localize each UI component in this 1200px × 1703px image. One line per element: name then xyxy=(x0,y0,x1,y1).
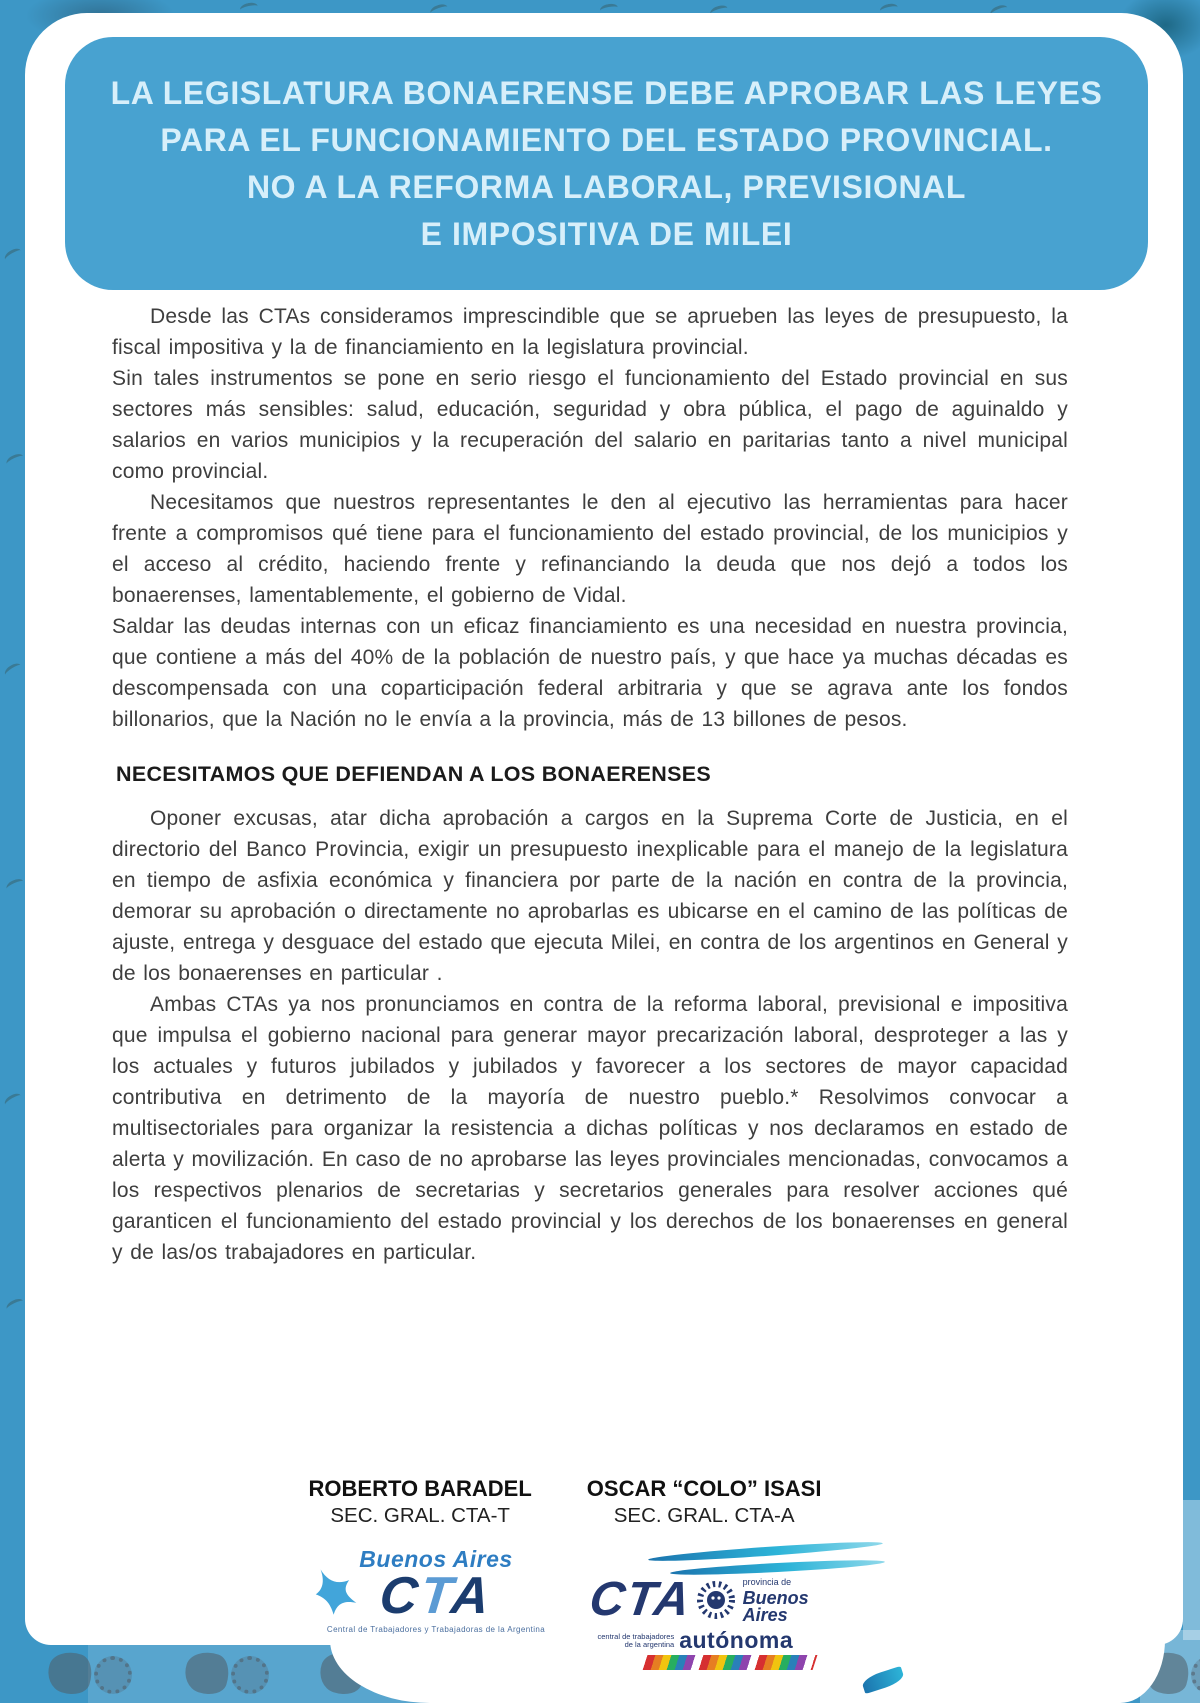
logo-tagline: Central de Trabajadores y Trabajadoras de la Argentina xyxy=(326,1625,546,1634)
province-label: provincia de Buenos Aires xyxy=(742,1577,809,1625)
wiphala-band-icon xyxy=(642,1655,817,1670)
document-page xyxy=(25,13,1183,1653)
title-line: NO A LA REFORMA LABORAL, PREVISIONAL xyxy=(246,168,967,205)
bird-mark-icon xyxy=(3,1091,24,1109)
paragraph: Necesitamos que nuestros representantes le den al ejecutivo las herramientas para hacer frente a compromisos qué tiene para el funcionamiento del estado provincial, de los municipios y el acceso al crédito, haciendo frente y refinanciando la deuda que nos dejó a todos los bonaerenses, lamentablemente, el gobierno de Vidal. xyxy=(112,491,1068,607)
logos-row xyxy=(25,1541,1183,1681)
logo-acronym: CTA xyxy=(585,1572,695,1626)
bird-mark-icon xyxy=(5,452,26,469)
signer-name: ROBERTO BARADEL xyxy=(308,1476,532,1501)
paragraph: Desde las CTAs consideramos imprescindible que se aprueben las leyes de presupuesto, la fiscal impositiva y la de financiamiento en la legislatura provincial. xyxy=(112,305,1068,359)
bird-mark-icon xyxy=(5,877,26,893)
signature-block xyxy=(309,1475,532,1529)
paragraph: Sin tales instrumentos se pone en serio riesgo el funcionamiento del Estado provincial en sus sectores más sensibles: salud, educación, seguridad y obra pública, el pago de aguinaldo y salarios en varios municipios y la recuperación del salario en paritarias tanto a nivel municipal como provincial. xyxy=(112,367,1068,483)
title-line: E IMPOSITIVA DE MILEI xyxy=(420,215,793,252)
bird-icon xyxy=(313,1567,371,1629)
title-banner xyxy=(65,37,1148,290)
signer-name: OSCAR “COLO” ISASI xyxy=(586,1476,822,1501)
title-line: PARA EL FUNCIONAMIENTO DEL ESTADO PROVINCIAL. xyxy=(160,121,1053,158)
logo-acronym: CTA xyxy=(376,1567,496,1625)
section-heading: NECESITAMOS QUE DEFIENDAN A LOS BONAERENSES xyxy=(116,762,712,786)
body-text xyxy=(112,301,1068,1268)
title-line: LA LEGISLATURA BONAERENSE DEBE APROBAR LAS LEYES xyxy=(110,74,1103,111)
signatures-row xyxy=(55,1475,1075,1529)
sun-icon xyxy=(693,1577,739,1623)
cta-autonoma-logo xyxy=(585,1541,890,1681)
bird-mark-icon xyxy=(3,661,24,679)
signer-role: SEC. GRAL. CTA-T xyxy=(330,1504,510,1527)
bird-mark-icon xyxy=(3,246,24,264)
logo-city-label: Buenos Aires xyxy=(359,1546,513,1572)
paragraph: Saldar las deudas internas con un eficaz financiamiento es una necesidad en nuestra provincia, que contiene a más del 40% de la población de nuestro país, y que hace ya muchas décadas es descompensada con una coparticipación federal arbitraria y que se agrava ante los fondos billonarios, que la Nación no le envía a la provincia, más de 13 billones de pesos. xyxy=(112,615,1068,731)
paragraph: Oponer excusas, atar dicha aprobación a cargos en la Suprema Corte de Justicia, en el directorio del Banco Provincia, exigir un presupuesto inexplicable para el manejo de la legislatura en tiempo de asfixia económica y financiera por parte de la nación en contra de la provincia, demorar su aprobación o directamente no aprobarlas es ubicarse en el camino de las políticas de ajuste, entrega y desguace del estado que ejecuta Milei, en contra de los argentinos en General y de los bonaerenses en particular . xyxy=(112,807,1068,985)
light-wave-patch xyxy=(1183,1500,1200,1640)
logo-autonoma-label: autónoma xyxy=(679,1627,794,1653)
paragraph: Ambas CTAs ya nos pronunciamos en contra de la reforma laboral, previsional e impositiva que impulsa el gobierno nacional para generar mayor precarización laboral, desproteger a las y los actuales y futuros jubilados y jubilados y favorecer a los sectores de mayor capacidad contributiva en detrimento de la mayoría de nuestro pueblo.* Resolvimos convocar a multisectoriales para organizar la resistencia a dichas políticas y nos declaramos en estado de alerta y movilización. En caso de no aprobarse las leyes provinciales mencionadas, convocamos a los respectivos plenarios de secretarias y secretarios generales para resolver acciones qué garanticen el funcionamiento del estado provincial y los derechos de los bonaerenses en general y de las/os trabajadores en particular. xyxy=(112,993,1068,1264)
signer-role: SEC. GRAL. CTA-A xyxy=(613,1504,795,1527)
logo-tagline: central de trabajadores de la argentina xyxy=(597,1631,675,1649)
bird-mark-icon xyxy=(5,1297,26,1314)
signature-block xyxy=(587,1475,822,1529)
cta-buenos-aires-logo xyxy=(319,1541,554,1657)
